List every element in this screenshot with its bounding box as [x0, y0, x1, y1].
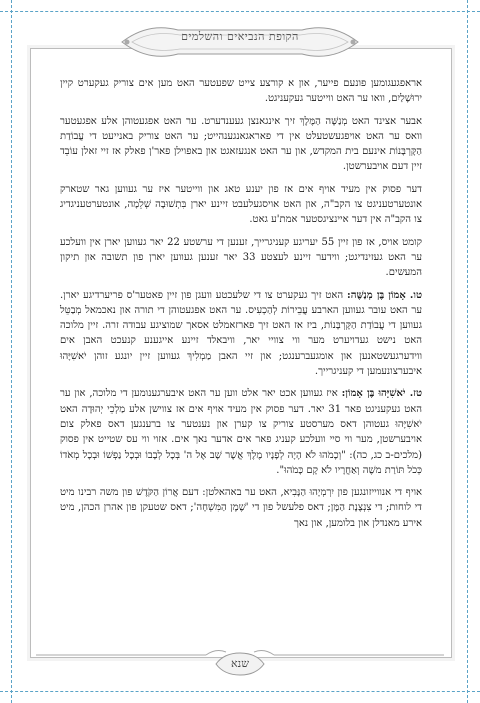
header-title: הקופת הנביאים והשלמים [181, 30, 299, 43]
paragraph: דער פסוק אין מעיד אויף אים אז פון יענע טאג און ווייטער איז ער געווען גאר שטארק אונטערטעניגט צו הקב"ה, און האט אויסגעלעבט זיינע יארן בִּתְשׁוּבָה שְׁלֵמָה, אונטערטעניגדיג צו הקב"ה אין דער איינציגסטער אמת'ע גאט. [60, 183, 422, 226]
paragraph: אויף די אנווייזונגען פון יִרְמְיָהוּ הַנָּבִיא, האט ער באהאלטן: דעם אֲרוֹן הַקֹּדֶשׁ פון משה רבינו מיט די לוחות; די צִנְצֶנֶת הַמָּן; דאס פלעשל פון די 'שֶׁמֶן הַמִּשְׁחָה'; דאס שטעקן פון אהרן הכהן, מיט אירע מאנדלן און בלומען, און נאך [60, 487, 422, 529]
section-heading-amon: טו. אָמוֹן בֶּן מְנַשֶּׁה: [347, 289, 422, 301]
paragraph: אראפגעגומען פונעם פייער, און א קורצע צייט שפעטער האט מען אים צוריק געקערט קיין ירוּשָׁלַיִם, וואו ער האט ווייטער געקעניגט. [60, 78, 422, 105]
body-text [60, 76, 422, 538]
trim-guide-left [11, 0, 12, 703]
page-number: שנא [231, 657, 249, 670]
paragraph: אבער אצינד האט מְנַשֶּׁה הַמֶּלֶךְ זיך אינגאנצן געענדערט. ער האט אפגעטוהן אלע אפגעטער וואס ער האט אויפגעשטעלט אין די פאראגאנגענהייט; ער האט צוריק באנייעט די עֲבוֹדַת הַקָּרְבָּנוֹת אינעם בית המקדש, און ער האט אנגעזאגט און באפוילן פאר'ן פאלק אז זיי זאלן עוֹבֵד זיין דעם אויבערשטן. [60, 115, 422, 173]
paragraph-body: האט זיך געקערט צו די שלעכטע וועגן פון זיין פאטער'ס פריערדיגע יארן. ער האט עובר געווען הארבע עֲבֵירוֹת לְהַכְעִיס. ער האט אפגעטוהן די תורה און נאכמאל מְבַטֵּל געווען די עֲבוֹדַת הַקָּרְבָּנוֹת, ביז אז האט זיך פארזאמלט אסאך שמוציגע עבודה זרה. זיין מלוכה האט נישט געדויערט מער ווי צוויי יאר, וויבאלד זיינע אייגענע קנעכט האבן אים ווידערגעשטאנען און אומגעברענגט; און זיי האבן מַמְלִיךְ געווען זיין יונגע זוהן יֹאשִׁיָּהוּ איבערצונעמען די קעניגרייך. [60, 289, 423, 378]
paragraph-body: איז געווען אכט יאר אלט ווען ער האט איבערגענומען די מלוכה, און ער האט געקעניגט פאר 31 יאר. דער פסוק אין מעיד אויף אים אז צווישן אלע מַלְכֵי יְהוּדָה האט יֹאשִׁיָּהוּ געטוהן דאס מערסטע צוריק צו קערן און נענטער צו ברענגען דאס פאלק צום אויבערשטן, מער ווי סיי וועלכע קעניג פאר אים אדער נאך אים. אזוי ווי עס שטייט אין פסוק (מלכים-ב כג, כה): "וְכָמֹהוּ לֹא הָיָה לְפָנָיו מֶלֶךְ אֲשֶׁר שָׁב אֶל ה' בְּכָל לְבָבוֹ וּבְכָל נַפְשׁוֹ וּבְכָל מְאֹדוֹ כְּכֹל תּוֹרַת משֶׁה וְאַחֲרָיו לֹא קָם כָּמֹהוּ". [60, 388, 423, 476]
paragraph [60, 288, 422, 380]
paragraph: קומט אויס, אז פון זיין 55 יעריגע קעניגרייך, זענען די ערשטע 22 יאר געווען יארן אין וועלכע ער האט געזינדיגט; ווידער זיינע לעצטע 33 יאר זענען געווען יארן פון תשובה און תיקון המעשים. [60, 236, 422, 279]
trim-guide-bottom [0, 691, 480, 692]
paragraph [60, 386, 422, 478]
section-heading-yoshiyahu: טז. יֹאשִׁיָּהוּ בֶּן אָמוֹן: [341, 388, 422, 400]
trim-guide-top [0, 11, 480, 12]
trim-guide-right [467, 0, 468, 703]
